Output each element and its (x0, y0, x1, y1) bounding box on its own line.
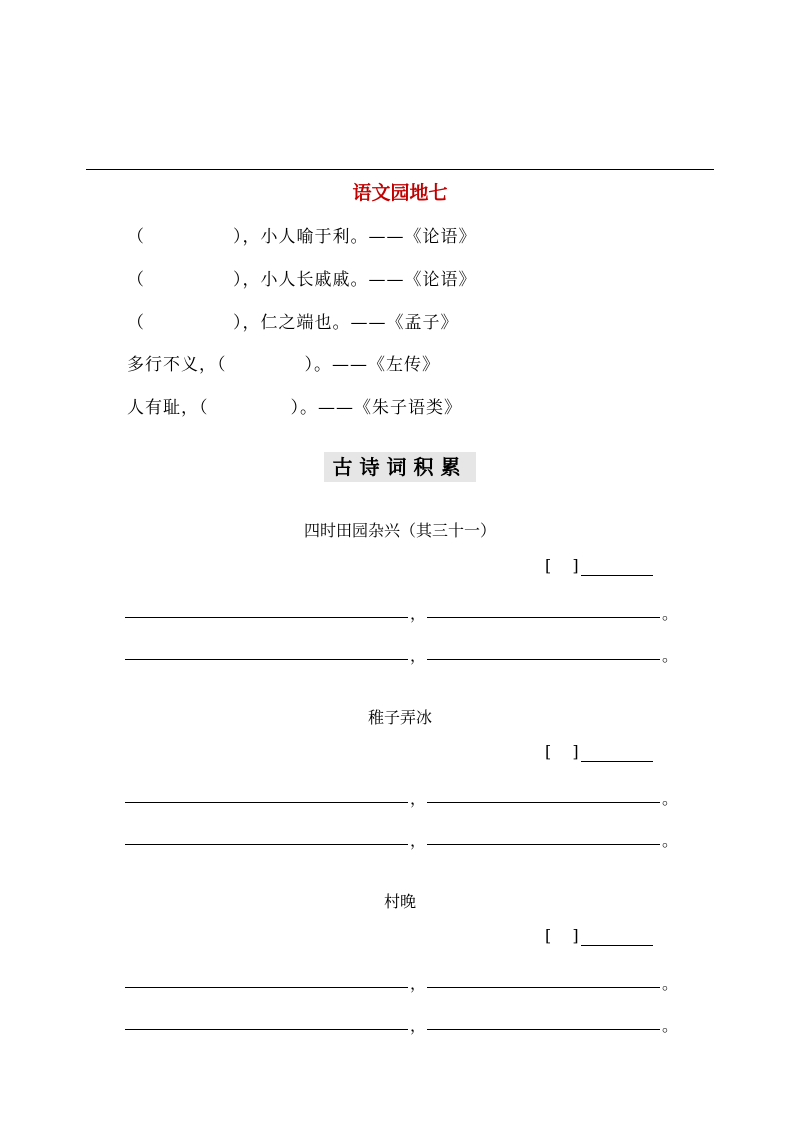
answer-line[interactable] (125, 659, 408, 660)
answer-line[interactable] (125, 802, 408, 803)
author-bracket: [ ] (545, 556, 579, 575)
period: 。 (662, 831, 679, 850)
comma: ， (410, 1016, 427, 1035)
answer-line[interactable] (427, 617, 660, 618)
header-rule (86, 169, 714, 170)
fill-in-item (127, 350, 440, 375)
answer-line[interactable] (427, 987, 660, 988)
item-prefix: 人有耻，（ (127, 398, 209, 418)
item-suffix: ），小人喻于利。——《论语》 (233, 227, 477, 247)
item-prefix: （ (127, 227, 145, 247)
author-line[interactable] (581, 747, 653, 762)
author-bracket: [ ] (545, 742, 579, 761)
author-line[interactable] (581, 931, 653, 946)
period: 。 (662, 1016, 679, 1035)
answer-line[interactable] (125, 987, 408, 988)
author-field[interactable] (545, 923, 653, 946)
fill-in-item (127, 265, 477, 290)
poem-title: 稚子弄冰 (367, 708, 432, 727)
item-suffix: ）。——《朱子语类》 (290, 398, 462, 418)
item-prefix: （ (127, 270, 145, 290)
answer-line[interactable] (427, 844, 660, 845)
author-bracket: [ ] (545, 926, 579, 945)
item-suffix: ）。——《左传》 (304, 355, 440, 375)
section-title: 语文园地七 (352, 182, 448, 204)
comma: ， (410, 604, 427, 623)
item-suffix: ），小人长戚戚。——《论语》 (233, 270, 477, 290)
period: 。 (662, 974, 679, 993)
item-suffix: ），仁之端也。——《孟子》 (233, 313, 459, 333)
item-prefix: 多行不义，（ (127, 355, 227, 375)
comma: ， (410, 789, 427, 808)
fill-in-item (127, 393, 462, 418)
item-prefix: （ (127, 313, 145, 333)
answer-line[interactable] (427, 659, 660, 660)
comma: ， (410, 831, 427, 850)
answer-line[interactable] (427, 802, 660, 803)
answer-line[interactable] (125, 844, 408, 845)
period: 。 (662, 604, 679, 623)
answer-line[interactable] (125, 617, 408, 618)
author-field[interactable] (545, 739, 653, 762)
answer-line[interactable] (427, 1029, 660, 1030)
comma: ， (410, 646, 427, 665)
fill-in-item (127, 222, 477, 247)
author-field[interactable] (545, 553, 653, 576)
poem-title: 四时田园杂兴（其三十一） (303, 521, 496, 540)
period: 。 (662, 646, 679, 665)
period: 。 (662, 789, 679, 808)
comma: ， (410, 974, 427, 993)
section-heading: 古诗词积累 (324, 452, 476, 482)
poem-title: 村晚 (383, 892, 416, 911)
author-line[interactable] (581, 561, 653, 576)
answer-line[interactable] (125, 1029, 408, 1030)
fill-in-item (127, 308, 459, 333)
